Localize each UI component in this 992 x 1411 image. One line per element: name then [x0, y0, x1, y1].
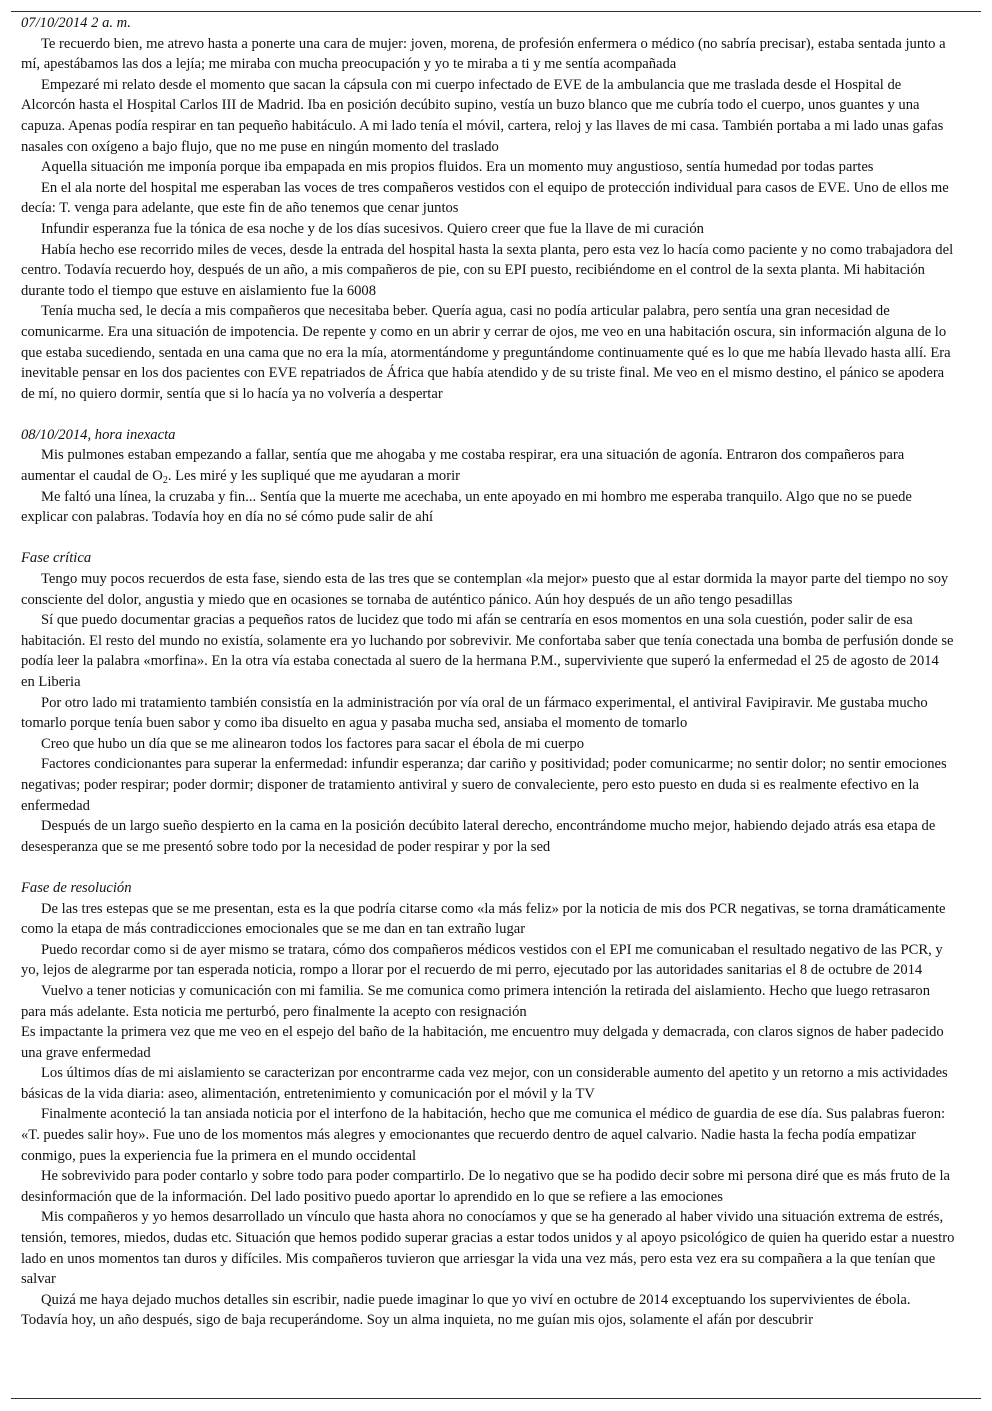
bottom-rule	[11, 1398, 981, 1399]
paragraph: Factores condicionantes para superar la enfermedad: infundir esperanza; dar cariño y positividad; poder comunicarme; no sentir dolor; no sentir emociones negativas; poder respirar; poder dormir; disponer de tratamiento antiviral y suero de convaleciente, pero esto puesto en duda si es realmente efectivo en la enfermedad	[21, 756, 947, 814]
top-rule	[11, 11, 981, 12]
paragraph: Infundir esperanza fue la tónica de esa noche y de los días sucesivos. Quiero creer que fue la llave de mi curación	[41, 220, 704, 237]
paragraph: Puedo recordar como si de ayer mismo se tratara, cómo dos compañeros médicos vestidos con el EPI me comunicaban el resultado negativo de las PCR, y yo, lejos de alegrarme por tan esperada noticia, rompo a llorar por el recuerdo de mi perro, ejecutado por las autoridades sanitarias el 8 de octubre de 2014	[21, 941, 943, 979]
paragraph: Aquella situación me imponía porque iba empapada en mis propios fluidos. Era un momento muy angustioso, sentía humedad por todas partes	[41, 159, 874, 176]
section-heading: 08/10/2014, hora inexacta	[21, 426, 176, 443]
section-07-10-2014	[21, 13, 956, 404]
paragraph: Los últimos días de mi aislamiento se caracterizan por encontrarme cada vez mejor, con un considerable aumento del apetito y un retorno a mis actividades básicas de la vida diaria: aseo, alimentación, entretenimiento y comunicación por el móvil y la TV	[21, 1065, 948, 1102]
paragraph: Había hecho ese recorrido miles de veces, desde la entrada del hospital hasta la sexta planta, pero esta vez lo hacía como paciente y no como trabajadora del centro. Todavía recuerdo hoy, después de un año, a mis compañeros de pie, con su EPI puesto, recibiéndome en el control de la sexta planta. Mi habitación durante todo el tiempo que estuve en aislamiento fue la 6008	[21, 241, 954, 299]
section-heading: Fase de resolución	[21, 879, 132, 896]
paragraph-text: Mis pulmones estaban empezando a fallar, sentía que me ahogaba y me costaba respirar, era una situación de agonía. Entraron dos compañeros para aumentar el caudal de O	[21, 447, 905, 485]
paragraph: De las tres estepas que se me presentan, esta es la que podría citarse como «la más feliz» por la noticia de mis dos PCR negativas, se torna dramáticamente como la etapa de más contradicciones emocionales que se me dan en tan extraño lugar	[21, 900, 946, 938]
paragraph: En el ala norte del hospital me esperaban las voces de tres compañeros vestidos con el equipo de protección individual para casos de EVE. Uno de ellos me decía: T. venga para adelante, que este fin de año tenemos que cenar juntos	[21, 179, 949, 217]
paragraph: Tenía mucha sed, le decía a mis compañeros que necesitaba beber. Quería agua, casi no podía articular palabra, pero sentía una gran necesidad de comunicarme. Era una situación de impotencia. De repente y como en un abrir y cerrar de ojos, me veo en una habitación oscura, sin información alguna de lo que estaba sucediendo, sentada en una cama que no era la mía, atormentándome y preguntándome continuamente qué es lo que me había llevado hasta allí. Era inevitable pensar en los dos pacientes con EVE repatriados de África que había atendido y de su triste final. Me veo en el mismo destino, el pánico se apodera de mí, no quiero dormir, sentía que si lo hacía ya no volvería a despertar	[21, 303, 951, 402]
paragraph: Sí que puedo documentar gracias a pequeños ratos de lucidez que todo mi afán se centraría en esos momentos en una sola cuestión, poder salir de esa habitación. El resto del mundo no existía, solamente era yo luchando por sobrevivir. Me confortaba saber que tenía conectada una bomba de perfusión donde se podía leer la palabra «morfina». En la otra vía estaba conectada al suero de la hermana P.M., superviviente que superó la enfermedad el 25 de agosto de 2014 en Liberia	[21, 612, 954, 690]
paragraph: Vuelvo a tener noticias y comunicación con mi familia. Se me comunica como primera intención la retirada del aislamiento. Hecho que luego retrasaron para más adelante. Esta noticia me perturbó, pero finalmente la acepto con resignación	[21, 982, 931, 1020]
paragraph: Creo que hubo un día que se me alinearon todos los factores para sacar el ébola de mi cuerpo	[41, 735, 585, 752]
paragraph: He sobrevivido para poder contarlo y sobre todo para poder compartirlo. De lo negativo que se ha podido decir sobre mi persona diré que es más fruto de la desinformación que de la información. Del lado positivo puedo aportar lo aprendido en lo que se refiere a las emociones	[21, 1168, 950, 1205]
paragraph: Empezaré mi relato desde el momento que sacan la cápsula con mi cuerpo infectado de EVE de la ambulancia que me traslada desde el Hospital de Alcorcón hasta el Hospital Carlos III de Madrid. Iba en posición decúbito supino, vestía un buzo blanco que me cubría todo el cuerpo, unos guantes y una capuza. Apenas podía respirar en tan pequeño habitáculo. A mi lado tenía el móvil, cartera, reloj y las llaves de mi casa. También portaba a mi lado unas gafas nasales con oxígeno a bajo flujo, que no me puse en ningún momento del traslado	[21, 76, 944, 155]
paragraph: Después de un largo sueño despierto en la cama en la posición decúbito lateral derecho, encontrándome mucho mejor, habiendo dejado atrás esa etapa de desesperanza que se me presentó sobre todo por la necesidad de poder respirar y por la sed	[21, 818, 936, 855]
section-fase-critica	[21, 548, 956, 857]
paragraph: Quizá me haya dejado muchos detalles sin escribir, nadie puede imaginar lo que yo viví en octubre de 2014 exceptuando los supervivientes de ébola. Todavía hoy, un año después, sigo de baja recuperándome. Soy un alma inquieta, no me guían mis ojos, solamente el afán por descubrir	[21, 1291, 911, 1329]
paragraph-oxygen	[21, 445, 956, 486]
paragraph: Me faltó una línea, la cruzaba y fin... Sentía que la muerte me acechaba, un ente apoyado en mi hombro me esperaba tranquilo. Algo que no se puede explicar con palabras. Todavía hoy en día no sé cómo pude salir de ahí	[21, 488, 912, 526]
subscript: 2	[162, 475, 168, 487]
section-08-10-2014	[21, 425, 956, 528]
paragraph-text: . Les miré y les supliqué que me ayudaran a morir	[167, 468, 461, 485]
paragraph: Es impactante la primera vez que me veo en el espejo del baño de la habitación, me encuentro muy delgada y demacrada, con claros signos de haber padecido una grave enfermedad	[21, 1024, 944, 1061]
paragraph: Tengo muy pocos recuerdos de esta fase, siendo esta de las tres que se contemplan «la mejor» puesto que al estar dormida la mayor parte del tiempo no soy consciente del dolor, angustia y miedo que en ocasiones se tornaba de auténtico pánico. Aún hoy después de un año tengo pesadillas	[21, 571, 949, 608]
paragraph: Te recuerdo bien, me atrevo hasta a ponerte una cara de mujer: joven, morena, de profesión enfermera o médico (no sabría precisar), estaba sentada junto a mí, apestábamos las dos a lejía; me miraba con mucha preocupación y yo te miraba a ti y me sentía acompañada	[21, 35, 946, 73]
paragraph: Mis compañeros y yo hemos desarrollado un vínculo que hasta ahora no conocíamos y que se ha generado al haber vivido una situación extrema de estrés, tensión, temores, miedos, dudas etc. Situación que hemos podido superar gracias a estar todos unidos y al apoyo psicológico de quien ha querido estar a nuestro lado en unos momentos tan duros y difíciles. Mis compañeros tuvieron que arriesgar la vida una vez más, pero esta vez era su compañera a la que tenían que salvar	[21, 1209, 955, 1288]
section-heading: Fase crítica	[21, 550, 92, 567]
section-fase-resolucion	[21, 878, 956, 1331]
paragraph: Por otro lado mi tratamiento también consistía en la administración por vía oral de un fármaco experimental, el antiviral Favipiravir. Me gustaba mucho tomarlo porque tenía buen sabor y como iba disuelto en agua y pasaba mucha sed, ansiaba el momento de tomarlo	[21, 694, 928, 732]
section-heading: 07/10/2014 2 a. m.	[21, 15, 131, 31]
document-body	[21, 13, 956, 1331]
paragraph: Finalmente aconteció la tan ansiada noticia por el interfono de la habitación, hecho que me comunica el médico de guardia de ese día. Sus palabras fueron: «T. puedes salir hoy». Fue uno de los momentos más alegres y emocionantes que recuerdo dentro de aquel calvario. Nadie hasta la fecha podía empatizar conmigo, pues la experiencia fue la primera en el mundo occidental	[21, 1106, 946, 1164]
